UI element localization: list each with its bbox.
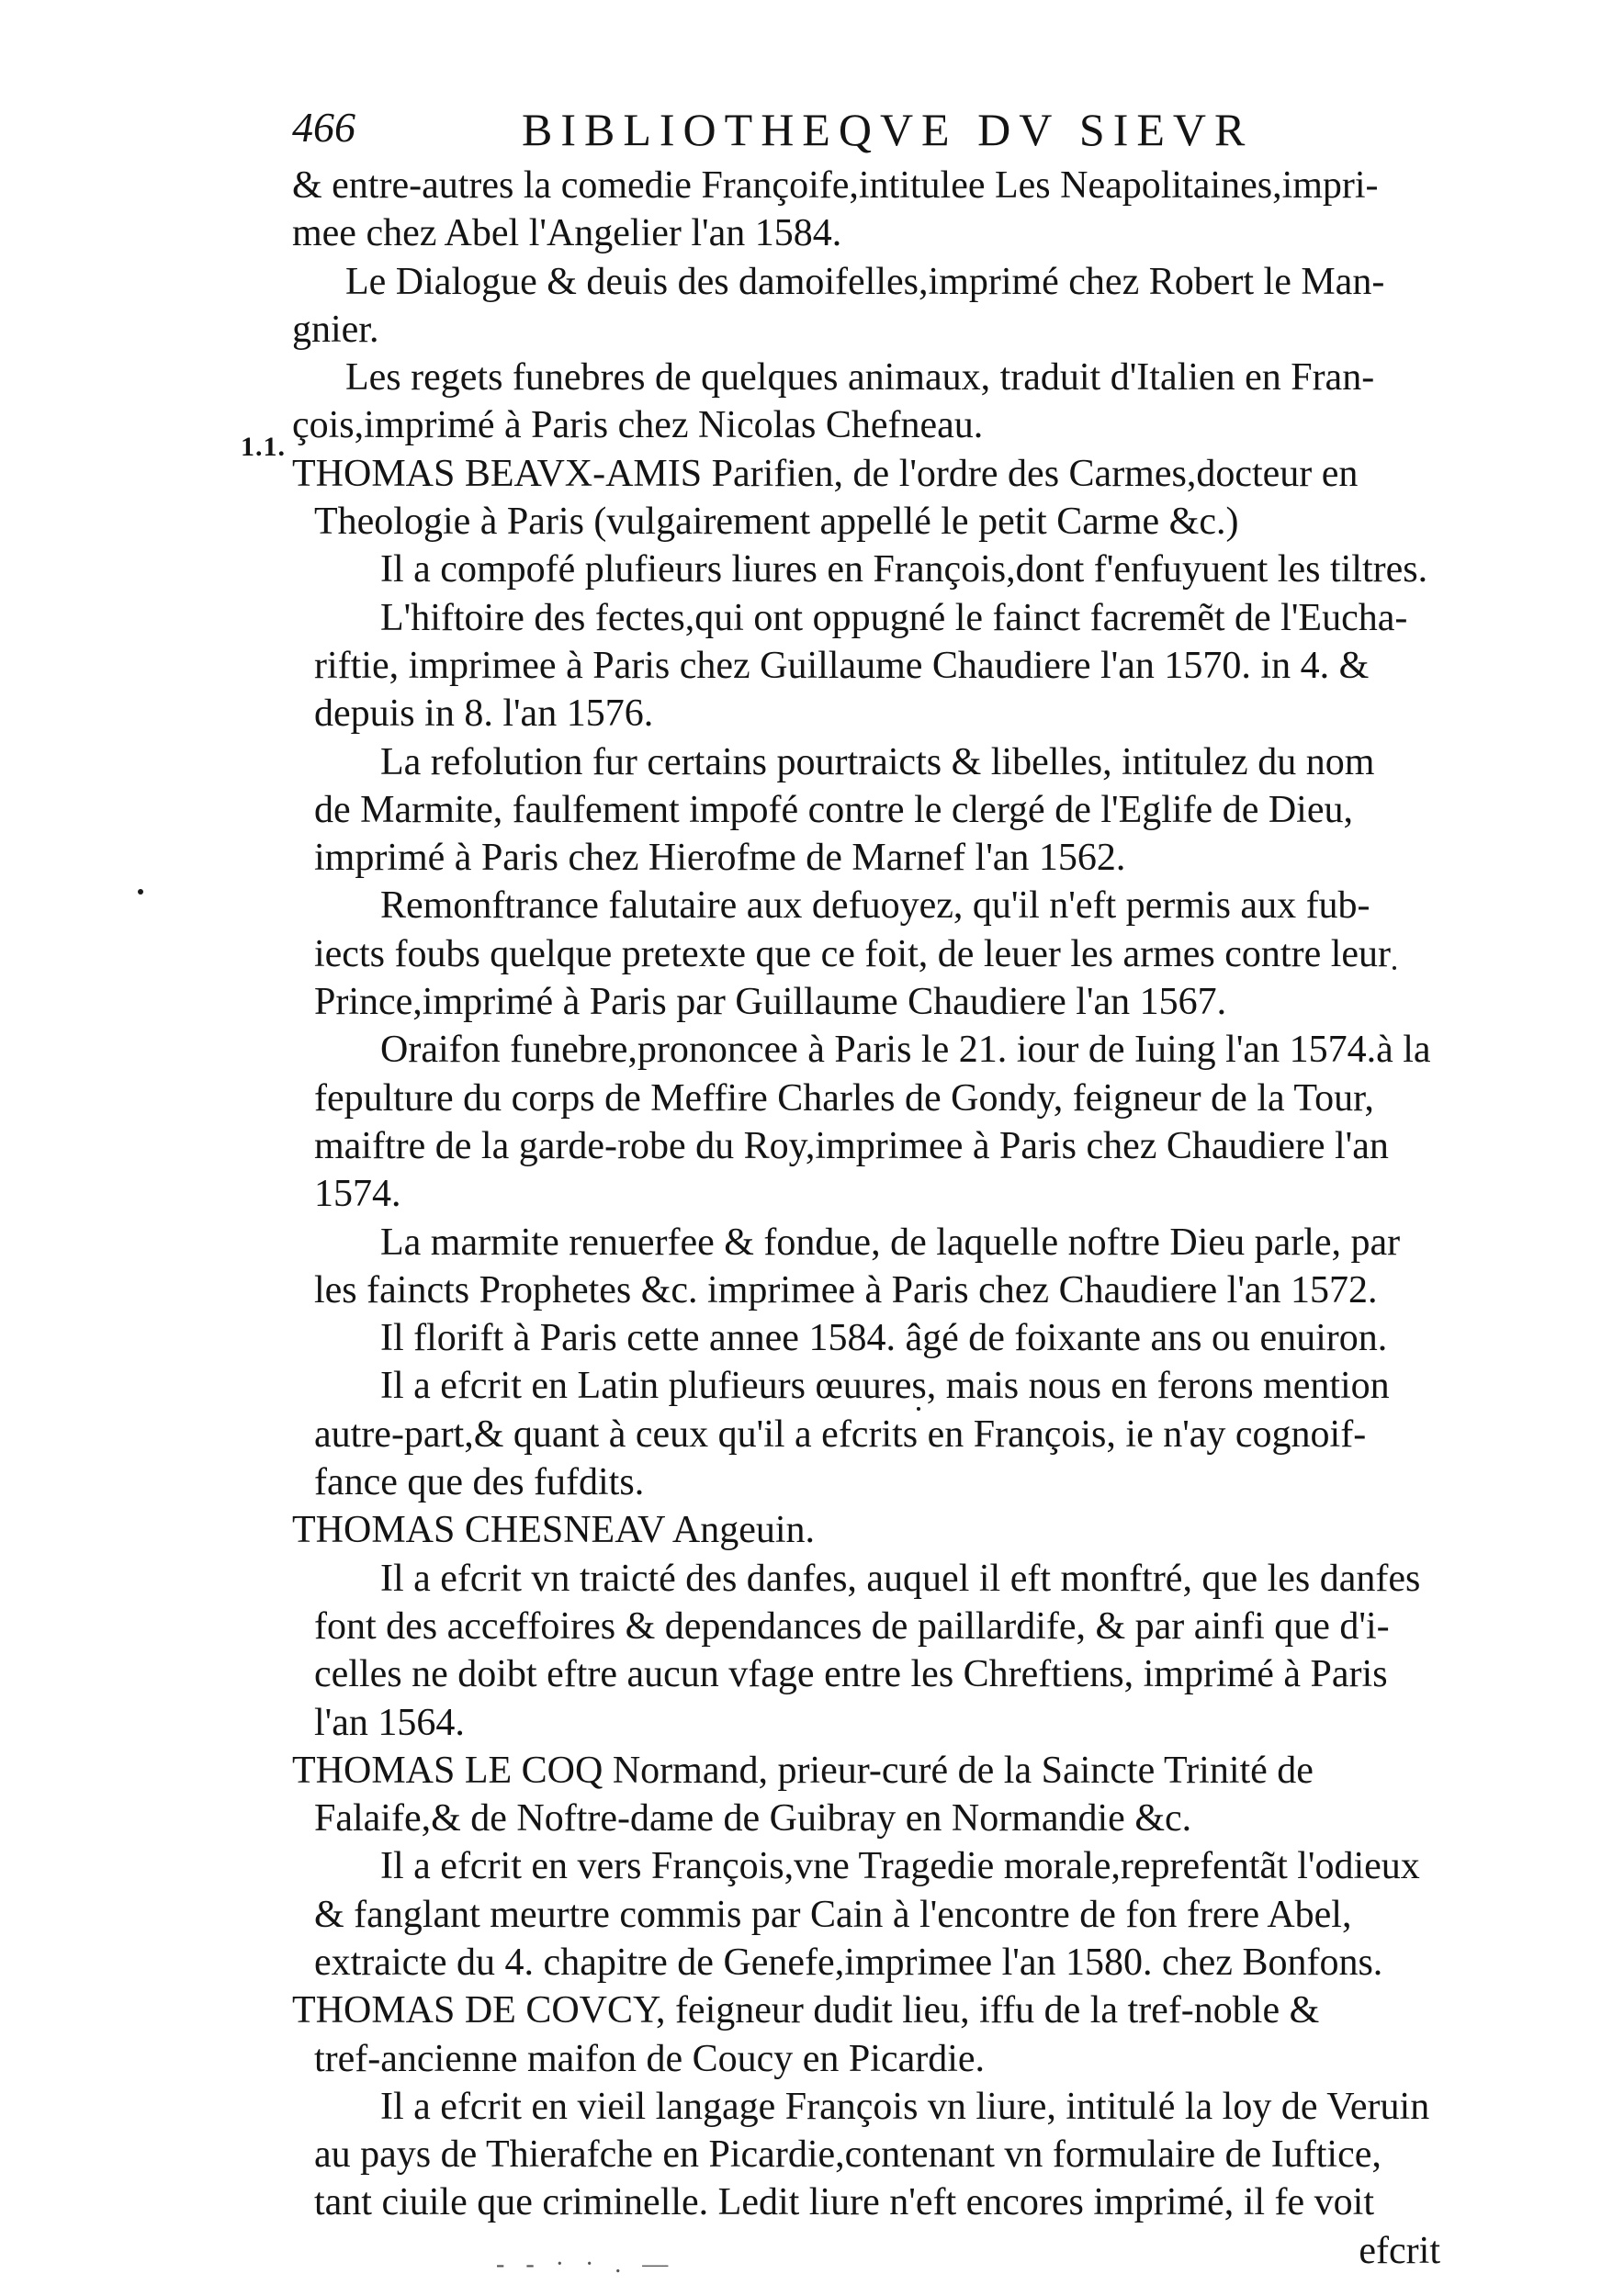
text-line: Il a compofé plufieurs liures en François,dont f'enfuyuent les tiltres. — [380, 548, 1428, 591]
text-line: La refolution fur certains pourtraicts & libelles, intitulez du nom — [380, 740, 1375, 783]
text-line: Le Dialogue & deuis des damoifelles,imprimé chez Robert le Man- — [345, 260, 1385, 303]
text-line: Il a efcrit en vieil langage François vn liure, intitulé la loy de Veruin — [380, 2085, 1430, 2128]
text-line: La marmite renuerfee & fondue, de laquelle noftre Dieu parle, par — [380, 1221, 1401, 1264]
ink-speck — [138, 889, 143, 895]
text-line: 1574. — [314, 1173, 401, 1216]
text-line: Il a efcrit en vers François,vne Tragedie morale,reprefentãt l'odieux — [380, 1845, 1420, 1888]
text-line: tant ciuile que criminelle. Ledit liure n'eft encores imprimé, il fe voit — [314, 2181, 1374, 2224]
page-header — [292, 103, 1440, 167]
text-line: & fanglant meurtre commis par Cain à l'encontre de fon frere Abel, — [314, 1893, 1352, 1936]
text-line: Il florift à Paris cette annee 1584. âgé de foixante ans ou enuiron. — [380, 1317, 1388, 1360]
text-line: maiftre de la garde-robe du Roy,imprimee à Paris chez Chaudiere l'an — [314, 1124, 1389, 1167]
text-line: gnier. — [292, 308, 379, 351]
margin-note-number: 1.1. — [241, 432, 286, 462]
text-line: çois,imprimé à Paris chez Nicolas Chefneau. — [292, 404, 984, 447]
entry-heading-le-coq: THOMAS LE COQ Normand, prieur-curé de la Saincte Trinité de — [292, 1749, 1314, 1792]
text-line: au pays de Thierafche en Picardie,contenant vn formulaire de Iuftice, — [314, 2133, 1382, 2177]
text-line: Il a efcrit en Latin plufieurs œuures, mais nous en ferons mention — [380, 1365, 1390, 1408]
text-line: de Marmite, faulfement impofé contre le clergé de l'Eglife de Dieu, — [314, 788, 1353, 831]
text-line: L'hiftoire des fectes,qui ont oppugné le fainct facremẽt de l'Eucha- — [380, 596, 1408, 639]
entry-heading-beaux-amis: THOMAS BEAVX-AMIS Parifien, de l'ordre des Carmes,docteur en — [292, 452, 1359, 495]
entry-heading-de-coucy: THOMAS DE COVCY, feigneur dudit lieu, iffu de la tref-noble & — [292, 1989, 1320, 2032]
text-line: Theologie à Paris (vulgairement appellé le petit Carme &c.) — [314, 501, 1239, 544]
text-line: extraicte du 4. chapitre de Genefe,imprimee l'an 1580. chez Bonfons. — [314, 1941, 1383, 1984]
text-line: celles ne doibt eftre aucun vfage entre les Chreftiens, imprimé à Paris — [314, 1653, 1388, 1696]
ink-speck — [917, 1407, 920, 1411]
text-line: fepulture du corps de Meffire Charles de Gondy, feigneur de la Tour, — [314, 1076, 1374, 1120]
page-number: 466 — [292, 104, 355, 151]
text-line: Les regets funebres de quelques animaux, traduit d'Italien en Fran- — [345, 356, 1375, 400]
text-line: tref-ancienne maifon de Coucy en Picardie. — [314, 2037, 986, 2080]
text-line: depuis in 8. l'an 1576. — [314, 692, 654, 736]
text-line: mee chez Abel l'Angelier l'an 1584. — [292, 212, 842, 255]
text-line: Remonftrance falutaire aux defuoyez, qu'il n'eft permis aux fub- — [380, 884, 1370, 928]
text-line: riftie, imprimee à Paris chez Guillaume Chaudiere l'an 1570. in 4. & — [314, 644, 1370, 687]
ink-speck — [1393, 966, 1396, 970]
entry-heading-chesneau: THOMAS CHESNEAV Angeuin. — [292, 1509, 816, 1552]
text-line: Prince,imprimé à Paris par Guillaume Chaudiere l'an 1567. — [314, 981, 1227, 1024]
text-line: fance que des fufdits. — [314, 1461, 645, 1504]
text-line: font des acceffoires & dependances de paillardife, & par ainfi que d'i- — [314, 1604, 1390, 1648]
text-line: imprimé à Paris chez Hierofme de Marnef l'an 1562. — [314, 837, 1126, 880]
bleed-through-marks: - - · · . — — [496, 2250, 676, 2279]
text-line: iects foubs quelque pretexte que ce foit, de leuer les armes contre leur — [314, 932, 1392, 975]
text-line: l'an 1564. — [314, 1701, 465, 1744]
catchword: efcrit — [1359, 2229, 1440, 2272]
body-text — [292, 162, 1440, 2275]
text-line: autre-part,& quant à ceux qu'il a efcrits en François, ie n'ay cognoif- — [314, 1412, 1367, 1456]
text-line: & entre-autres la comedie Françoife,intitulee Les Neapolitaines,impri- — [292, 164, 1379, 207]
text-line: Falaife,& de Noftre-dame de Guibray en Normandie &c. — [314, 1797, 1192, 1840]
text-line: Oraifon funebre,prononcee à Paris le 21. iour de Iuing l'an 1574.à la — [380, 1029, 1431, 1072]
running-title: BIBLIOTHEQVE DV SIEVR — [522, 104, 1254, 155]
text-line: Il a efcrit vn traicté des danfes, auquel il eft monftré, que les danfes — [380, 1557, 1421, 1600]
text-line: les faincts Prophetes &c. imprimee à Paris chez Chaudiere l'an 1572. — [314, 1268, 1378, 1311]
